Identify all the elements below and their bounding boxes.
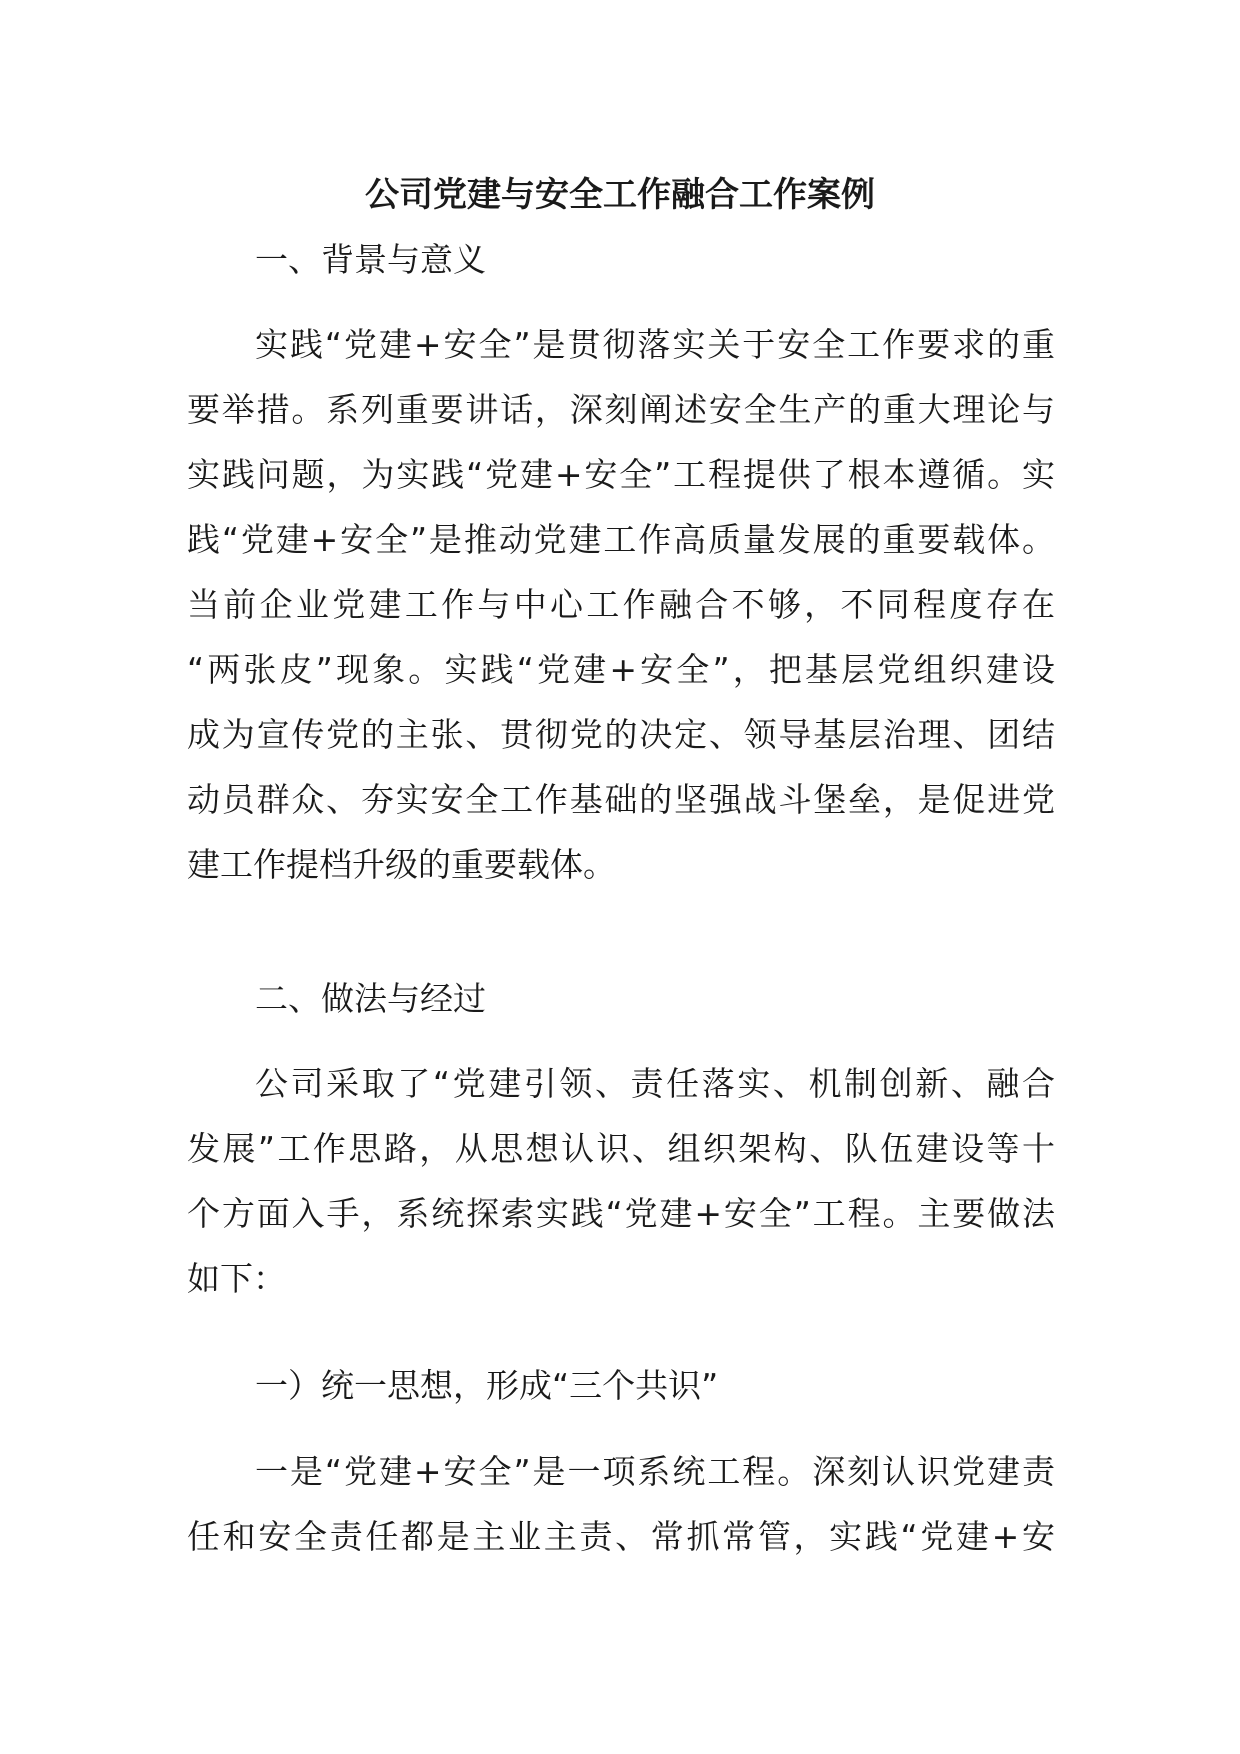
section-heading-methods: 二、做法与经过: [255, 979, 486, 1018]
section-heading-background: 一、背景与意义: [255, 240, 486, 279]
paragraph-line: 要举措。系列重要讲话，深刻阐述安全生产的重大理论与: [187, 390, 1055, 429]
paragraph-line: 如下：: [187, 1259, 286, 1298]
paragraph-line: 实践问题，为实践“党建+安全”工程提供了根本遵循。实: [187, 455, 1055, 494]
paragraph-line: 当前企业党建工作与中心工作融合不够，不同程度存在: [187, 585, 1055, 624]
document-title: 公司党建与安全工作融合工作案例: [365, 175, 875, 215]
paragraph-consensus: [187, 1439, 1055, 1569]
paragraph-line: 任和安全责任都是主业主责、常抓常管，实践“党建+安: [187, 1517, 1055, 1556]
paragraph-background: [187, 312, 1055, 897]
paragraph-line: 一是“党建+安全”是一项系统工程。深刻认识党建责: [255, 1452, 1055, 1491]
paragraph-line: 践“党建+安全”是推动党建工作高质量发展的重要载体。: [187, 520, 1055, 559]
paragraph-methods: [187, 1051, 1055, 1311]
paragraph-line: 动员群众、夯实安全工作基础的坚强战斗堡垒，是促进党: [187, 780, 1055, 819]
paragraph-line: 成为宣传党的主张、贯彻党的决定、领导基层治理、团结: [187, 715, 1055, 754]
paragraph-line: 建工作提档升级的重要载体。: [187, 845, 616, 884]
paragraph-line: 个方面入手，系统探索实践“党建+安全”工程。主要做法: [187, 1194, 1055, 1233]
paragraph-line: “两张皮”现象。实践“党建+安全”，把基层党组织建设: [187, 650, 1055, 689]
paragraph-line: 发展”工作思路，从思想认识、组织架构、队伍建设等十: [187, 1129, 1055, 1168]
subsection-heading-unify-thinking: 一）统一思想，形成“三个共识”: [255, 1366, 719, 1405]
paragraph-line: 公司采取了“党建引领、责任落实、机制创新、融合: [255, 1064, 1055, 1103]
paragraph-line: 实践“党建+安全”是贯彻落实关于安全工作要求的重: [255, 325, 1055, 364]
